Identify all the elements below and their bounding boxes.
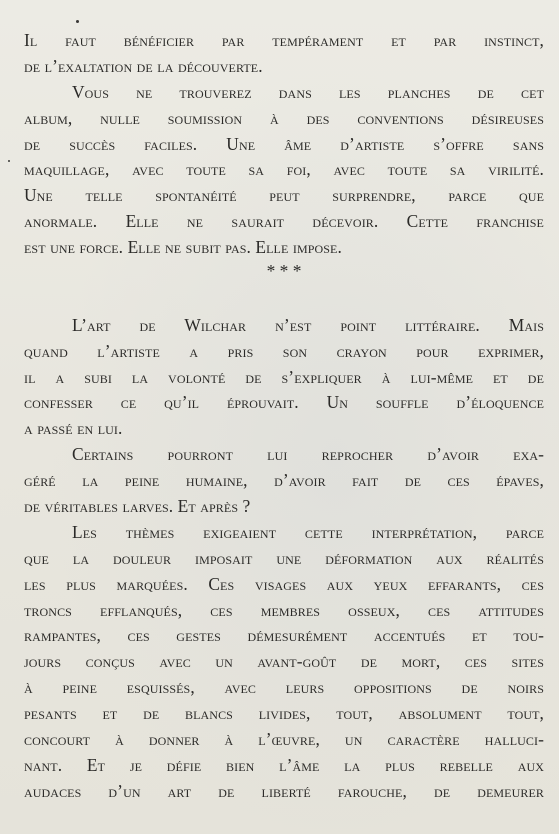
text-line: les plus marquées. Ces visages aux yeux effarants, ces	[24, 573, 544, 594]
text-line: de succès faciles. Une âme d’artiste s’offre sans	[24, 133, 544, 154]
ink-speck	[8, 160, 10, 162]
text-line: à peine esquissés, avec leurs oppositions de noirs	[24, 677, 544, 698]
text-line: a passé en lui.	[24, 418, 123, 439]
blank-line	[24, 287, 544, 313]
text-line: est une force. Elle ne subit pas. Elle impose.	[24, 237, 342, 258]
text-line: maquillage, avec toute sa foi, avec toute sa virilité.	[24, 159, 544, 180]
text-line: de véritables larves. Et après ?	[24, 496, 251, 517]
text-line: quand l’artiste a pris son crayon pour exprimer,	[24, 340, 544, 361]
text-line: troncs efflanqués, ces membres osseux, ces attitudes	[24, 599, 544, 620]
text-line: Vous ne trouverez dans les planches de cet	[72, 81, 544, 102]
text-line: jours conçus avec un avant-goût de mort, ces sites	[24, 651, 544, 672]
ink-speck	[76, 20, 79, 23]
paragraph-group-1	[24, 28, 544, 261]
text-line: L’art de Wilchar n’est point littéraire. Mais	[72, 314, 544, 335]
text-line: rampantes, ces gestes démesurément accentués et tou-	[24, 625, 544, 646]
text-line: de l’exaltation de la découverte.	[24, 55, 263, 76]
text-line: Il faut bénéficier par tempérament et par instinct,	[24, 30, 544, 50]
text-line: il a subi la volonté de s’expliquer à lui-même et de	[24, 366, 544, 387]
text-line: confesser ce qu’il éprouvait. Un souffle d’éloquence	[24, 392, 544, 413]
text-line: nant. Et je défie bien l’âme la plus rebelle aux	[24, 754, 544, 775]
text-line: anormale. Elle ne saurait décevoir. Cette franchise	[24, 211, 544, 232]
text-line: Une telle spontanéité peut surprendre, parce que	[24, 185, 544, 206]
text-line: géré la peine humaine, d’avoir fait de ces épaves,	[24, 470, 544, 491]
asterism-glyph: * * *	[266, 261, 302, 282]
text-line: audaces d’un art de liberté farouche, de demeurer	[24, 780, 544, 801]
text-line: album, nulle soumission à des conventions désireuses	[24, 107, 544, 128]
text-line: Les thèmes exigeaient cette interprétation, parce	[72, 521, 544, 542]
text-line: Certains pourront lui reprocher d’avoir exa-	[72, 444, 544, 465]
paragraph-group-2	[24, 313, 544, 805]
asterism-divider	[24, 261, 544, 287]
text-line: concourt à donner à l’œuvre, un caractère halluci-	[24, 729, 544, 750]
text-block	[24, 28, 544, 805]
text-line: pesants et de blancs livides, tout, absolument tout,	[24, 703, 544, 724]
text-line: que la douleur imposait une déformation aux réalités	[24, 547, 544, 568]
